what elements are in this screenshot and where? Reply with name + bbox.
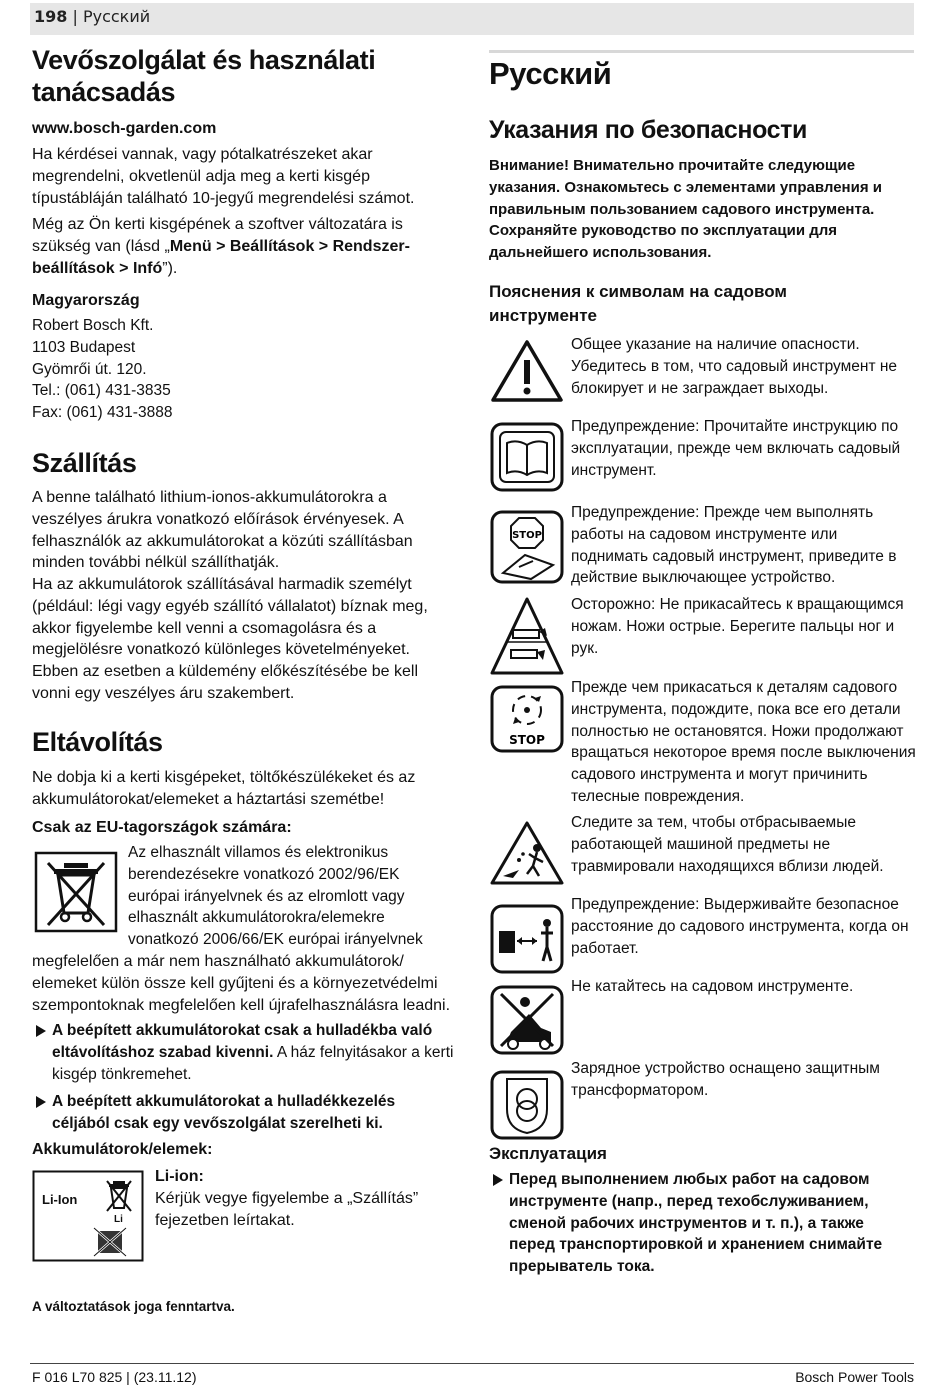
batteries-heading: Akkumulátorok/elemek:: [32, 1141, 213, 1158]
weee-text-wrapped: [128, 842, 423, 951]
rights-notice: A változtatások joga fenntartva.: [32, 1299, 235, 1314]
para2-pre: Még az Ön kerti kisgépének a szoftver változatára is szükség van (lásd „: [32, 216, 403, 255]
blade-hands-feet-icon: [489, 596, 565, 681]
disposal-bullet-2: [36, 1091, 456, 1135]
transport-paragraph-1: A benne található lithium-ionos-akkumulátorokra a veszélyes árukra vonatkozó előírások érvényesek. A felhasználók az akkumulátorokat a közúti szállításban minden további nélkül szállíthatják.: [32, 489, 413, 572]
service-title: Vevőszolgálat és használati tanácsadás: [32, 45, 376, 107]
symbol-text-8: Не катайтесь на садовом инструменте.: [571, 978, 854, 995]
bullet-arrow-icon: [36, 1096, 46, 1108]
footer-rule: [30, 1363, 914, 1364]
symbol-text-7: Предупреждение: Выдерживайте безопасное расстояние до садового инструмента, когда он работает.: [571, 896, 909, 957]
weee-text-full: megfelelően a már nem használható akkumulátorok/ elemeket külön össze kell gyűjteni és a környezetvédelmi szempontoknak megfelelően kell újrafelhasználásra leadni.: [32, 953, 451, 1014]
header-separator: |: [67, 7, 83, 26]
para2-post: ”).: [162, 259, 178, 277]
attention-paragraph: Внимание! Внимательно прочитайте следующие указания. Ознакомьтесь с элементами управления и правильным пользованием садового инструмента. Сохраняйте руководство по эксплуатации для дальнейшего использования.: [489, 157, 882, 262]
eu-only-heading: Csak az EU-tagországok számára:: [32, 819, 292, 836]
li-ion-label: Li-Ion: [42, 1192, 78, 1207]
svg-text:STOP: STOP: [509, 733, 545, 747]
warning-triangle-icon: [489, 338, 565, 409]
address-line: Robert Bosch Kft.: [32, 317, 154, 334]
weee-line: berendezésekre vonatkozó 2002/96/EK: [128, 865, 400, 883]
header-band: [30, 3, 914, 35]
symbol-text-2: Предупреждение: Прочитайте инструкцию по эксплуатации, прежде чем включать садовый инструмент.: [571, 418, 901, 479]
country-heading: Magyarország: [32, 292, 140, 309]
svg-text:STOP: STOP: [512, 530, 542, 541]
crossed-bin-icon: [34, 851, 118, 938]
li-ion-text: Kérjük vegye figyelembe a „Szállítás” fejezetben leírtakat.: [155, 1190, 419, 1229]
crossed-bin-small-icon: [104, 1178, 134, 1219]
li-sublabel: Li: [114, 1214, 123, 1225]
safety-transformer-icon: [489, 1069, 565, 1146]
safety-title: Указания по безопасности: [489, 116, 807, 144]
disposal-bullet-1: [36, 1020, 456, 1085]
crossed-battery-icon: [92, 1226, 128, 1263]
bullet-bold: A beépített akkumulátorokat a hulladékkezelés céljából csak egy vevőszolgálat szerelheti ki.: [52, 1093, 396, 1132]
weee-line: vonatkozó 2006/66/EK európai irányelvnek: [128, 931, 423, 949]
bullet-arrow-icon: [493, 1174, 503, 1186]
transport-title: Szállítás: [32, 448, 137, 478]
rotating-blades-stop-icon: [489, 684, 565, 759]
symbol-text-3: Предупреждение: Прежде чем выполнять работы на садовом инструменте или поднимать садовый инструмент, приведите в действие выключающее устройство.: [571, 504, 897, 587]
disposal-title: Eltávolítás: [32, 727, 163, 757]
no-riding-icon: [489, 984, 565, 1061]
page-header: [34, 7, 150, 26]
disposal-paragraph: Ne dobja ki a kerti kisgépeket, töltőkészülékeket és az akkumulátorokat/elemeket a háztartási szemétbe!: [32, 769, 416, 808]
phone-line: Tel.: (061) 431-3835: [32, 382, 171, 400]
li-ion-battery-icon: [32, 1170, 144, 1267]
website-link[interactable]: www.bosch-garden.com: [32, 120, 217, 137]
service-paragraph-2: [32, 214, 457, 279]
page-number: 198: [34, 7, 68, 26]
keep-distance-icon: [489, 903, 565, 980]
weee-line: elhasznált akkumulátorokra/elemekre: [128, 909, 385, 927]
symbol-text-5: Прежде чем прикасаться к деталям садового инструмента, подождите, пока все его детали полностью не остановятся. Ножи продолжают вращаться некоторое время после выключения садового инструмента и могут причинить телесные повреждения.: [571, 679, 916, 805]
fax-line: Fax: (061) 431-3888: [32, 404, 173, 422]
symbol-text-4: Осторожно: Не прикасайтесь к вращающимся ножам. Ножи острые. Берегите пальцы ног и рук.: [571, 596, 904, 657]
operation-title: Эксплуатация: [489, 1144, 607, 1163]
weee-line: Az elhasznált villamos és elektronikus: [128, 844, 389, 861]
service-paragraph-1: Ha kérdései vannak, vagy pótalkatrészeket akar megrendelni, okvetlenül adja meg a kerti kisgép típustábláján található 10-jegyű megrendelési számot.: [32, 146, 415, 207]
li-ion-heading: Li-ion:: [155, 1168, 204, 1185]
symbol-text-6: Следите за тем, чтобы отбрасываемые работающей машиной предметы не травмировали находящихся вблизи людей.: [571, 814, 884, 875]
document-code: F 016 L70 825 | (23.11.12): [32, 1369, 197, 1385]
bullet-rest: A ház felnyitásakor a kerti kisgép tönkremehet.: [52, 1043, 454, 1083]
symbol-text-9: Зарядное устройство оснащено защитным трансформатором.: [571, 1060, 880, 1099]
stop-disconnect-icon: [489, 509, 565, 590]
menu-path: Menü > Beállítások > Rendszer-beállítások > Infó: [32, 237, 410, 277]
read-manual-icon: [489, 421, 565, 498]
header-language: Русский: [82, 7, 151, 26]
thrown-objects-icon: [489, 820, 565, 891]
russian-title: Русский: [489, 56, 612, 91]
column-rule: [489, 50, 914, 53]
transport-paragraph-2: Ha az akkumulátorok szállításával harmadik személyt (például: légi vagy egyéb szállító vállalatot) bíznak meg, akkor figyelembe kell venni a csomagolásra és a megjelölésre vonatkozó különleges követelményeket. Ebben az esetben a küldemény előkészítésébe be kell vonni egy veszélyes áru szakembert.: [32, 576, 428, 702]
bullet-arrow-icon: [36, 1025, 46, 1037]
address-line: Gyömrői út. 120.: [32, 360, 147, 378]
address-block: [32, 315, 172, 424]
operation-bullet-text: Перед выполнением любых работ на садовом инструменте (напр., перед техобслуживанием, сменой рабочих инструментов и т. п.), а также перед транспортировкой и хранением снимайте прерыватель тока.: [509, 1171, 883, 1276]
symbols-title: Пояснения к символам на садовом инструменте: [489, 282, 787, 325]
symbol-text-1: Общее указание на наличие опасности. Убедитесь в том, что садовый инструмент не блокирует и не заграждает выходы.: [571, 336, 898, 397]
address-line: 1103 Budapest: [32, 338, 136, 356]
operation-bullet: [493, 1169, 914, 1278]
bullet-bold: A beépített akkumulátorokat csak a hulladékba való eltávolításhoz szabad kivenni.: [52, 1022, 433, 1061]
footer-brand: Bosch Power Tools: [795, 1369, 914, 1385]
weee-line: európai irányelvnek és az elromlott vagy: [128, 887, 405, 905]
